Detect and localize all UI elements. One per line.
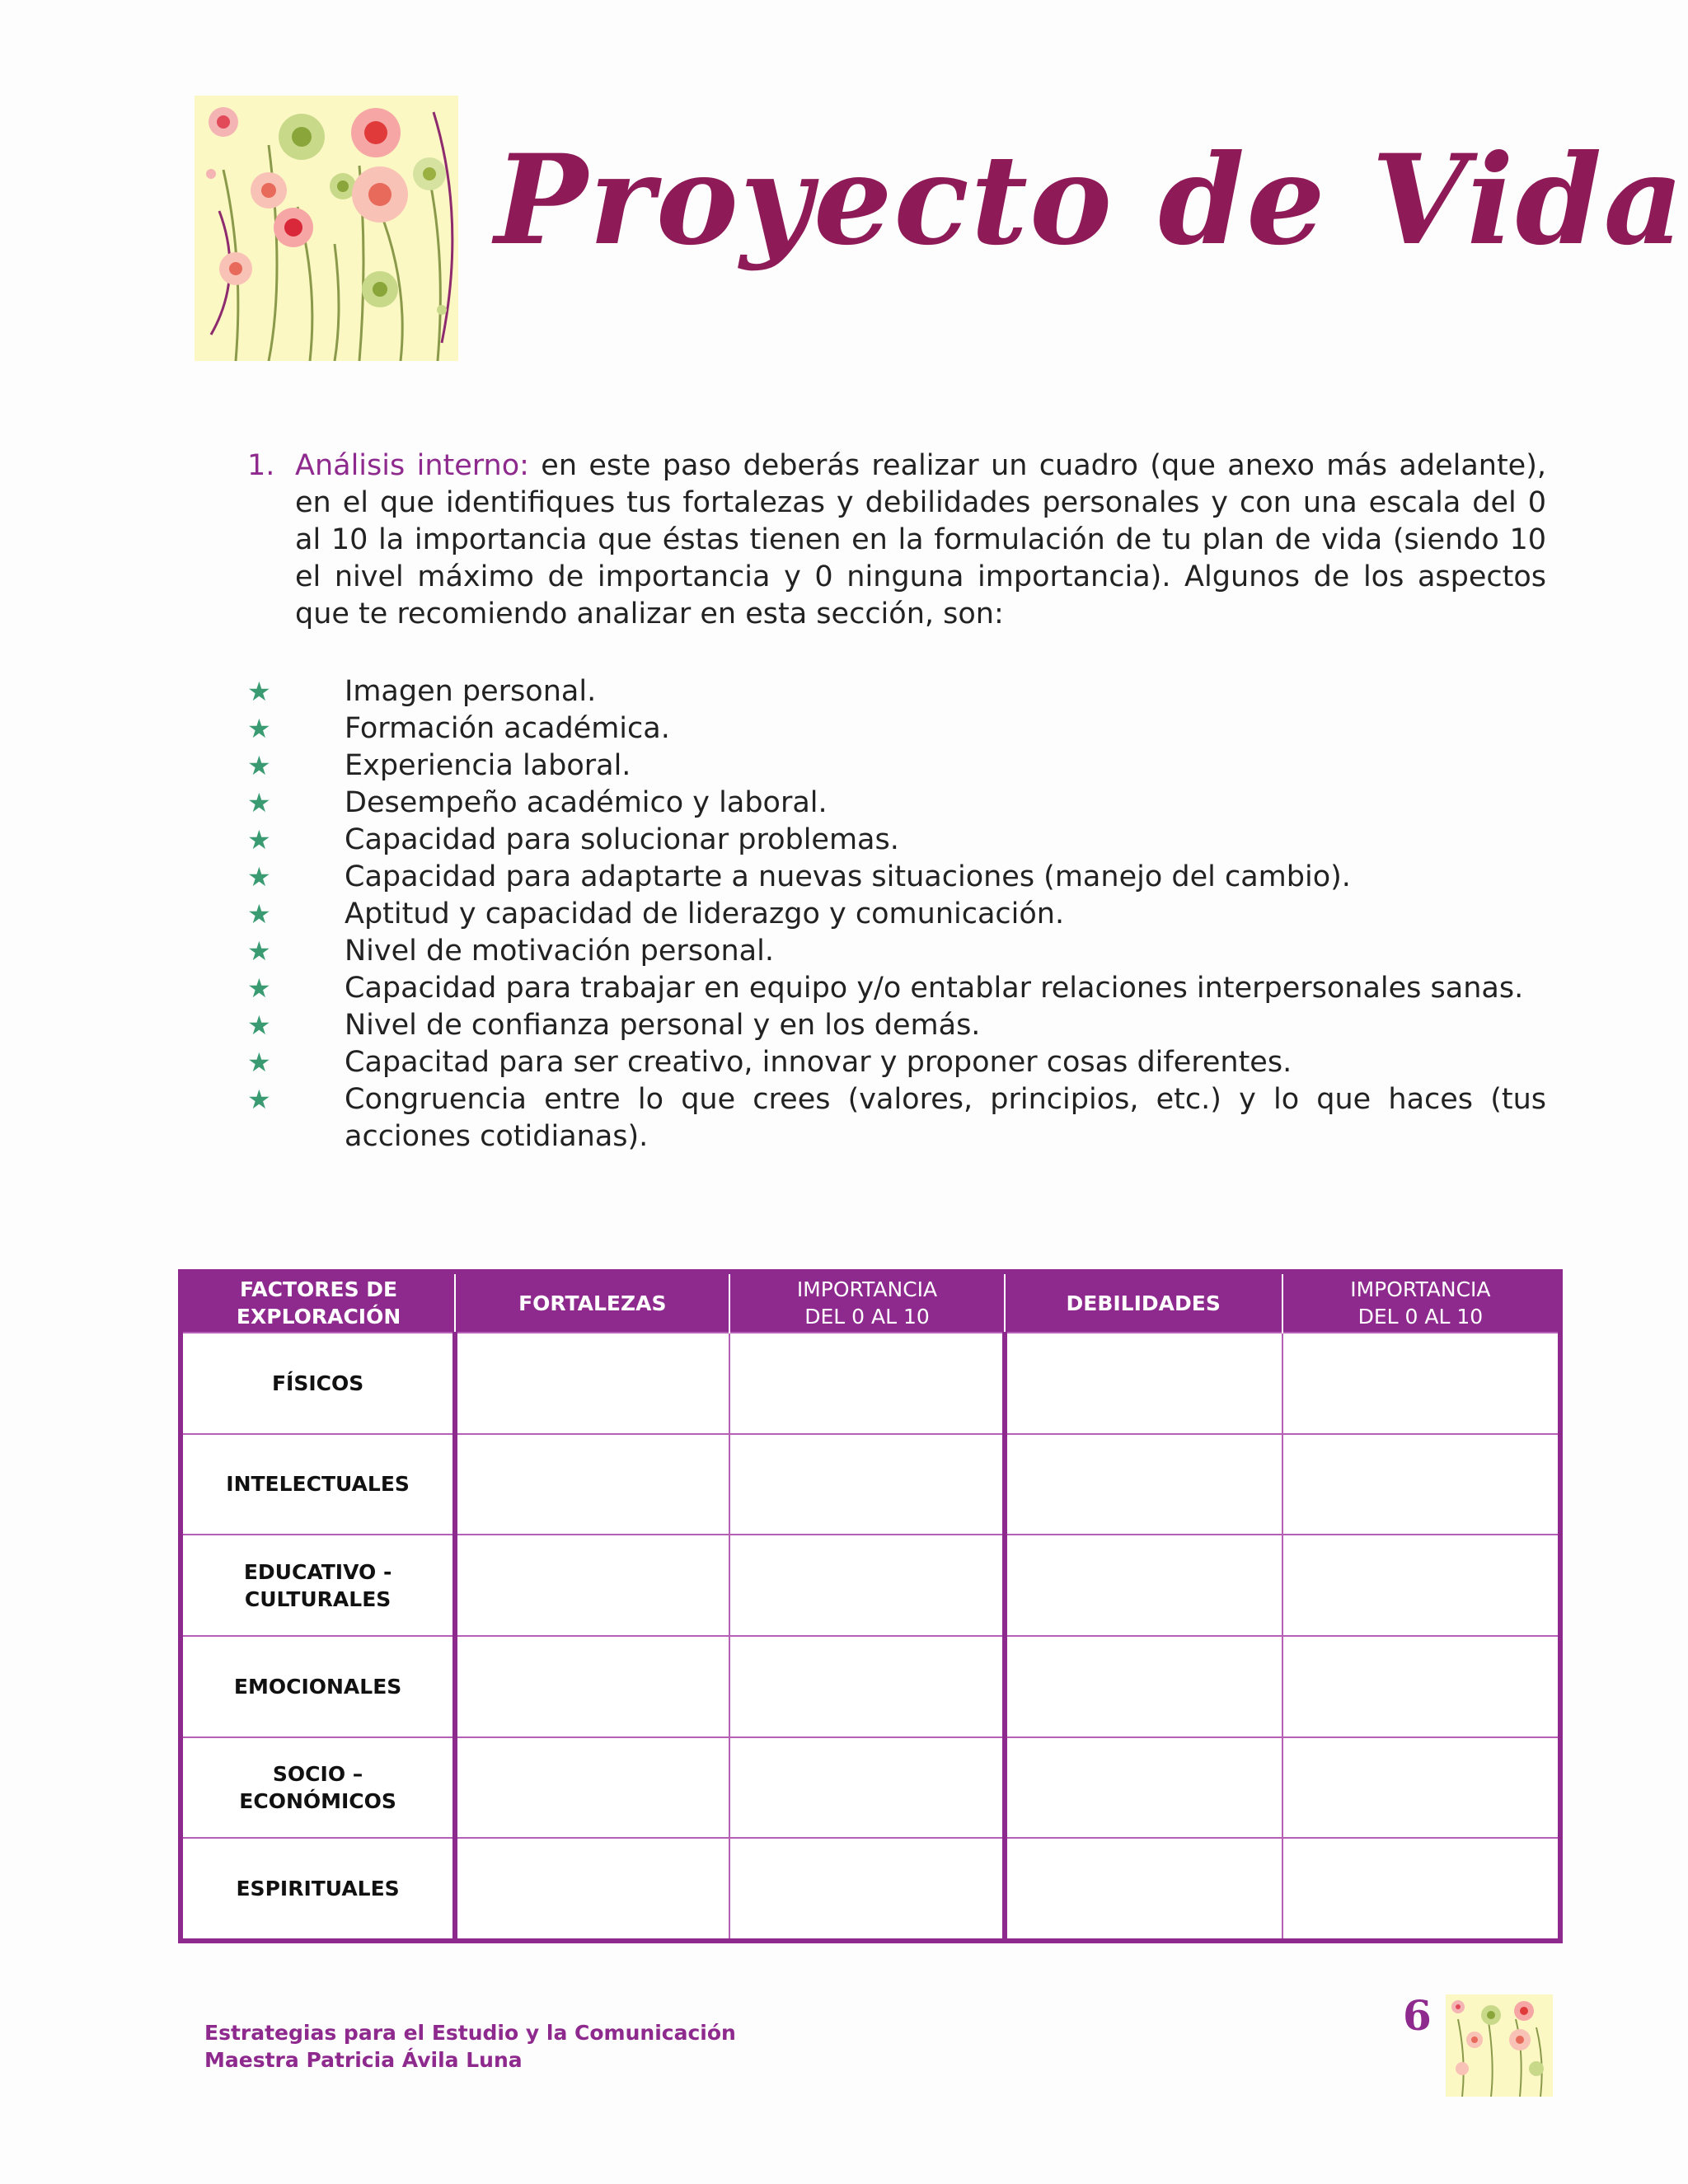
list-item	[247, 933, 1546, 970]
table-row	[181, 1535, 1560, 1636]
star-icon: ★	[247, 713, 271, 744]
entry-cell[interactable]	[729, 1434, 1004, 1535]
star-icon: ★	[247, 898, 271, 930]
table-header-text: FACTORES DE	[240, 1277, 398, 1301]
table-row	[181, 1838, 1560, 1941]
list-item	[247, 896, 1546, 933]
star-icon: ★	[247, 1084, 271, 1115]
star-icon: ★	[247, 1047, 271, 1078]
list-item	[247, 822, 1546, 859]
entry-cell[interactable]	[1282, 1838, 1560, 1941]
star-icon: ★	[247, 676, 271, 707]
flower-illustration	[195, 96, 458, 361]
table-header-text: DEL 0 AL 10	[804, 1305, 930, 1329]
row-label-text: ESPIRITUALES	[236, 1877, 400, 1901]
list-item	[247, 859, 1546, 896]
table-row	[181, 1434, 1560, 1535]
row-label-text: FÍSICOS	[271, 1371, 364, 1395]
star-icon: ★	[247, 1010, 271, 1041]
table-header-text: IMPORTANCIA	[1350, 1277, 1491, 1301]
row-label	[181, 1535, 455, 1636]
entry-cell[interactable]	[455, 1737, 729, 1839]
star-icon: ★	[247, 935, 271, 967]
list-item-text: Formación académica.	[345, 712, 670, 745]
entry-cell[interactable]	[1282, 1535, 1560, 1636]
list-item	[247, 748, 1546, 785]
entry-cell[interactable]	[1005, 1838, 1282, 1941]
list-item-text: Nivel de motivación personal.	[345, 935, 774, 968]
entry-cell[interactable]	[1005, 1636, 1282, 1737]
list-item	[247, 785, 1546, 822]
list-item-text: Imagen personal.	[345, 675, 597, 708]
list-item-text: Capacidad para solucionar problemas.	[345, 823, 899, 856]
entry-cell[interactable]	[455, 1535, 729, 1636]
entry-cell[interactable]	[455, 1333, 729, 1434]
table-header-cell	[1282, 1272, 1560, 1333]
star-icon: ★	[247, 824, 271, 855]
row-label	[181, 1434, 455, 1535]
entry-cell[interactable]	[729, 1737, 1004, 1839]
footer-author: Maestra Patricia Ávila Luna	[204, 2048, 523, 2072]
footer-course: Estrategias para el Estudio y la Comunicación	[204, 2021, 736, 2045]
star-icon: ★	[247, 787, 271, 818]
table-row	[181, 1333, 1560, 1434]
table-header-cell	[181, 1272, 455, 1333]
entry-cell[interactable]	[1282, 1737, 1560, 1839]
page-title: Proyecto de Vida	[495, 128, 1686, 273]
flower-thumbnail	[1446, 1994, 1553, 2097]
list-item-text: Nivel de confianza personal y en los demás.	[345, 1009, 981, 1042]
list-item-text: Aptitud y capacidad de liderazgo y comunicación.	[345, 898, 1065, 930]
list-item-text: Experiencia laboral.	[345, 749, 631, 782]
row-label-text: CULTURALES	[244, 1586, 392, 1611]
entry-cell[interactable]	[455, 1838, 729, 1941]
row-label-text: INTELECTUALES	[226, 1472, 410, 1497]
list-item	[247, 673, 1546, 710]
footer	[204, 2019, 736, 2074]
list-item	[247, 710, 1546, 748]
intro-text: en este paso deberás realizar un cuadro (que anexo más adelante), en el que identifiques tus fortalezas y debilidades personales y con una escala del 0 al 10 la importancia que éstas tienen en la formulación de tu plan de vida (siendo 10 el nivel máximo de importancia y 0 ninguna importancia). Algunos de los aspectos que te recomiendo analizar en esta sección, son:	[295, 449, 1546, 630]
table-header-text: DEBILIDADES	[1066, 1291, 1221, 1315]
list-item	[247, 1007, 1546, 1044]
star-icon: ★	[247, 861, 271, 893]
row-label-text: SOCIO –	[272, 1761, 363, 1786]
aspects-list	[247, 673, 1546, 1155]
table-header-cell	[729, 1272, 1004, 1333]
list-number: 1.	[247, 449, 275, 482]
table-row	[181, 1636, 1560, 1737]
table-header-cell	[1005, 1272, 1282, 1333]
list-item-text: Capacitad para ser creativo, innovar y proponer cosas diferentes.	[345, 1046, 1292, 1079]
row-label	[181, 1737, 455, 1839]
entry-cell[interactable]	[1005, 1737, 1282, 1839]
list-item-text: Capacidad para trabajar en equipo y/o entablar relaciones interpersonales sanas.	[345, 972, 1524, 1005]
table-row	[181, 1737, 1560, 1839]
row-label	[181, 1333, 455, 1434]
row-label	[181, 1636, 455, 1737]
list-item-text: Capacidad para adaptarte a nuevas situaciones (manejo del cambio).	[345, 860, 1351, 893]
row-label-text: EDUCATIVO -	[243, 1559, 392, 1584]
list-item-text: Congruencia entre lo que crees (valores, principios, etc.) y lo que haces (tus acciones cotidianas).	[345, 1083, 1546, 1153]
table-header-text: IMPORTANCIA	[796, 1277, 938, 1301]
entry-cell[interactable]	[455, 1434, 729, 1535]
table-header-text: EXPLORACIÓN	[236, 1305, 401, 1329]
star-icon: ★	[247, 750, 271, 781]
table-header-text: DEL 0 AL 10	[1357, 1305, 1484, 1329]
row-label-text: ECONÓMICOS	[239, 1788, 396, 1813]
entry-cell[interactable]	[729, 1333, 1004, 1434]
page-number: 6	[1403, 1991, 1432, 2040]
entry-cell[interactable]	[1005, 1333, 1282, 1434]
list-item	[247, 970, 1546, 1007]
row-label-text: EMOCIONALES	[233, 1674, 402, 1699]
entry-cell[interactable]	[455, 1636, 729, 1737]
entry-cell[interactable]	[1005, 1434, 1282, 1535]
table-header-text: FORTALEZAS	[518, 1291, 667, 1315]
list-item-text: Desempeño académico y laboral.	[345, 786, 828, 819]
entry-cell[interactable]	[729, 1535, 1004, 1636]
row-label	[181, 1838, 455, 1941]
star-icon: ★	[247, 972, 271, 1004]
intro-paragraph	[247, 448, 1546, 633]
intro-lead: Análisis interno:	[295, 449, 529, 482]
factors-table	[178, 1269, 1563, 1943]
entry-cell[interactable]	[1282, 1434, 1560, 1535]
entry-cell[interactable]	[1282, 1636, 1560, 1737]
entry-cell[interactable]	[729, 1838, 1004, 1941]
entry-cell[interactable]	[1005, 1535, 1282, 1636]
entry-cell[interactable]	[729, 1636, 1004, 1737]
list-item	[247, 1044, 1546, 1081]
list-item	[247, 1081, 1546, 1155]
table-header-cell	[455, 1272, 729, 1333]
entry-cell[interactable]	[1282, 1333, 1560, 1434]
